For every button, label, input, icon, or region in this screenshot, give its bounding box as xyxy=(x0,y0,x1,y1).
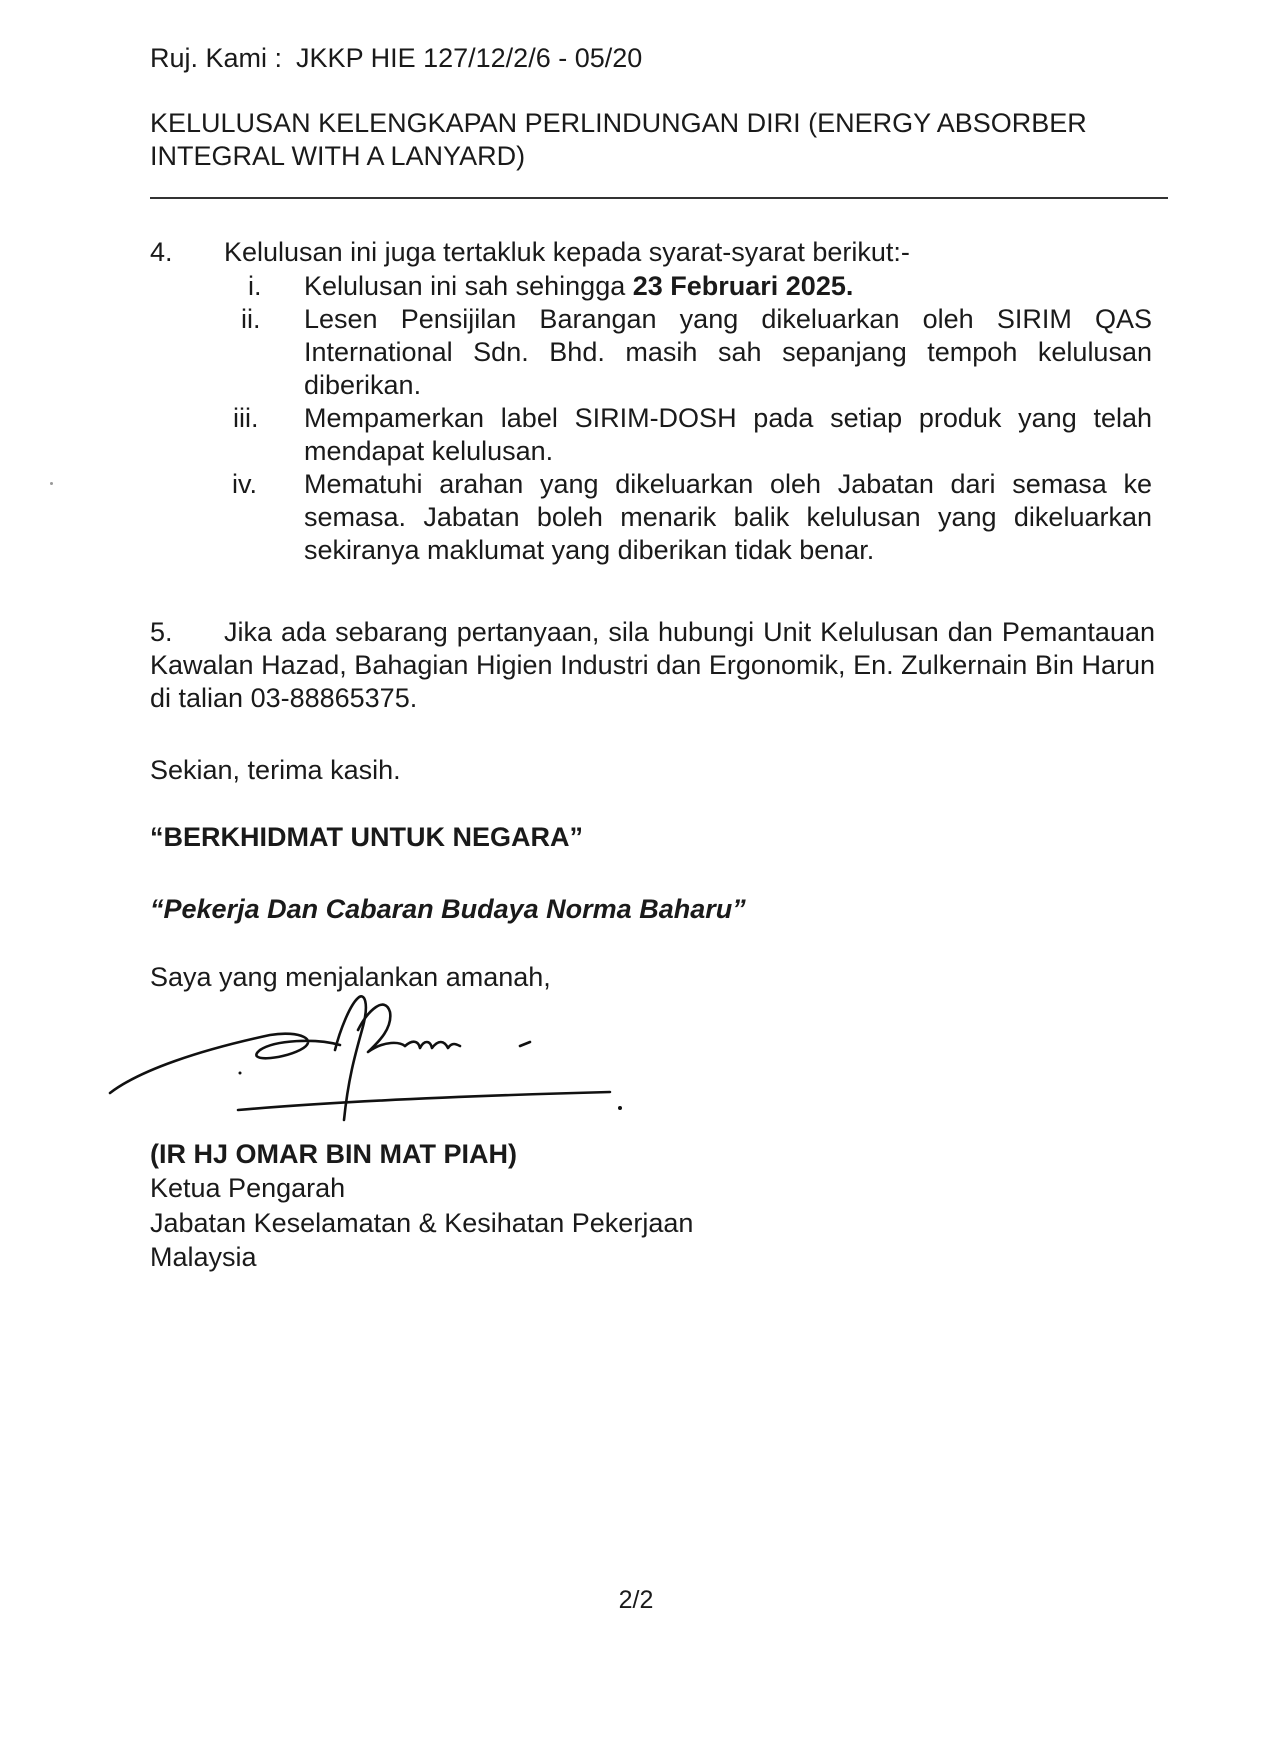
condition-numeral: ii. xyxy=(241,304,261,334)
paragraph-5-text: Jika ada sebarang pertanyaan, sila hubungi Unit Kelulusan dan Pemantauan Kawalan Hazad, Bahagian Higien Industri dan Ergonomik, En. Zulkernain Bin Harun di talian 03-88865375. xyxy=(150,617,1155,713)
signer-title: Ketua Pengarah xyxy=(150,1173,346,1203)
paragraph-5-number: 5. xyxy=(150,617,173,647)
conditions-list xyxy=(224,270,1152,567)
condition-text xyxy=(304,270,1152,303)
condition-numeral: iii. xyxy=(233,403,259,433)
signer-name: (IR HJ OMAR BIN MAT PIAH) xyxy=(150,1139,517,1169)
condition-item xyxy=(224,303,1152,402)
signature-image xyxy=(100,990,660,1125)
signer-department: Jabatan Keselamatan & Kesihatan Pekerjaan xyxy=(150,1208,694,1238)
page-number: 2/2 xyxy=(618,1586,654,1614)
amanah-line: Saya yang menjalankan amanah, xyxy=(150,962,551,992)
condition-numeral: i. xyxy=(248,271,262,301)
condition-text-plain: Kelulusan ini sah sehingga xyxy=(304,271,633,301)
condition-text: Mematuhi arahan yang dikeluarkan oleh Jabatan dari semasa ke semasa. Jabatan boleh menarik balik kelulusan yang dikeluarkan sekiranya maklumat yang diberikan tidak benar. xyxy=(304,469,1152,565)
condition-item xyxy=(224,402,1152,468)
condition-item xyxy=(224,270,1152,303)
reference-line xyxy=(150,42,642,75)
slogan: “Pekerja Dan Cabaran Budaya Norma Baharu” xyxy=(150,894,746,924)
closing-line: Sekian, terima kasih. xyxy=(150,755,401,785)
condition-text: Mempamerkan label SIRIM-DOSH pada setiap produk yang telah mendapat kelulusan. xyxy=(304,403,1152,466)
validity-date: 23 Februari 2025. xyxy=(632,271,854,301)
reference-value: JKKP HIE 127/12/2/6 - 05/20 xyxy=(296,43,643,73)
paragraph-5 xyxy=(150,616,1155,715)
motto: “BERKHIDMAT UNTUK NEGARA” xyxy=(150,822,583,852)
signer-country: Malaysia xyxy=(150,1242,257,1272)
scan-speck xyxy=(50,482,53,485)
letter-subject: KELULUSAN KELENGKAPAN PERLINDUNGAN DIRI (ENERGY ABSORBER INTEGRAL WITH A LANYARD) xyxy=(150,108,1087,171)
reference-label: Ruj. Kami : xyxy=(150,43,283,73)
condition-text: Lesen Pensijilan Barangan yang dikeluarkan oleh SIRIM QAS International Sdn. Bhd. masih sah sepanjang tempoh kelulusan diberikan. xyxy=(304,304,1152,400)
paragraph-4-number: 4. xyxy=(150,237,173,267)
paragraph-4-intro: Kelulusan ini juga tertakluk kepada syarat-syarat berikut:- xyxy=(224,237,910,267)
header-divider xyxy=(150,197,1168,199)
condition-item xyxy=(224,468,1152,567)
condition-numeral: iv. xyxy=(232,469,257,499)
